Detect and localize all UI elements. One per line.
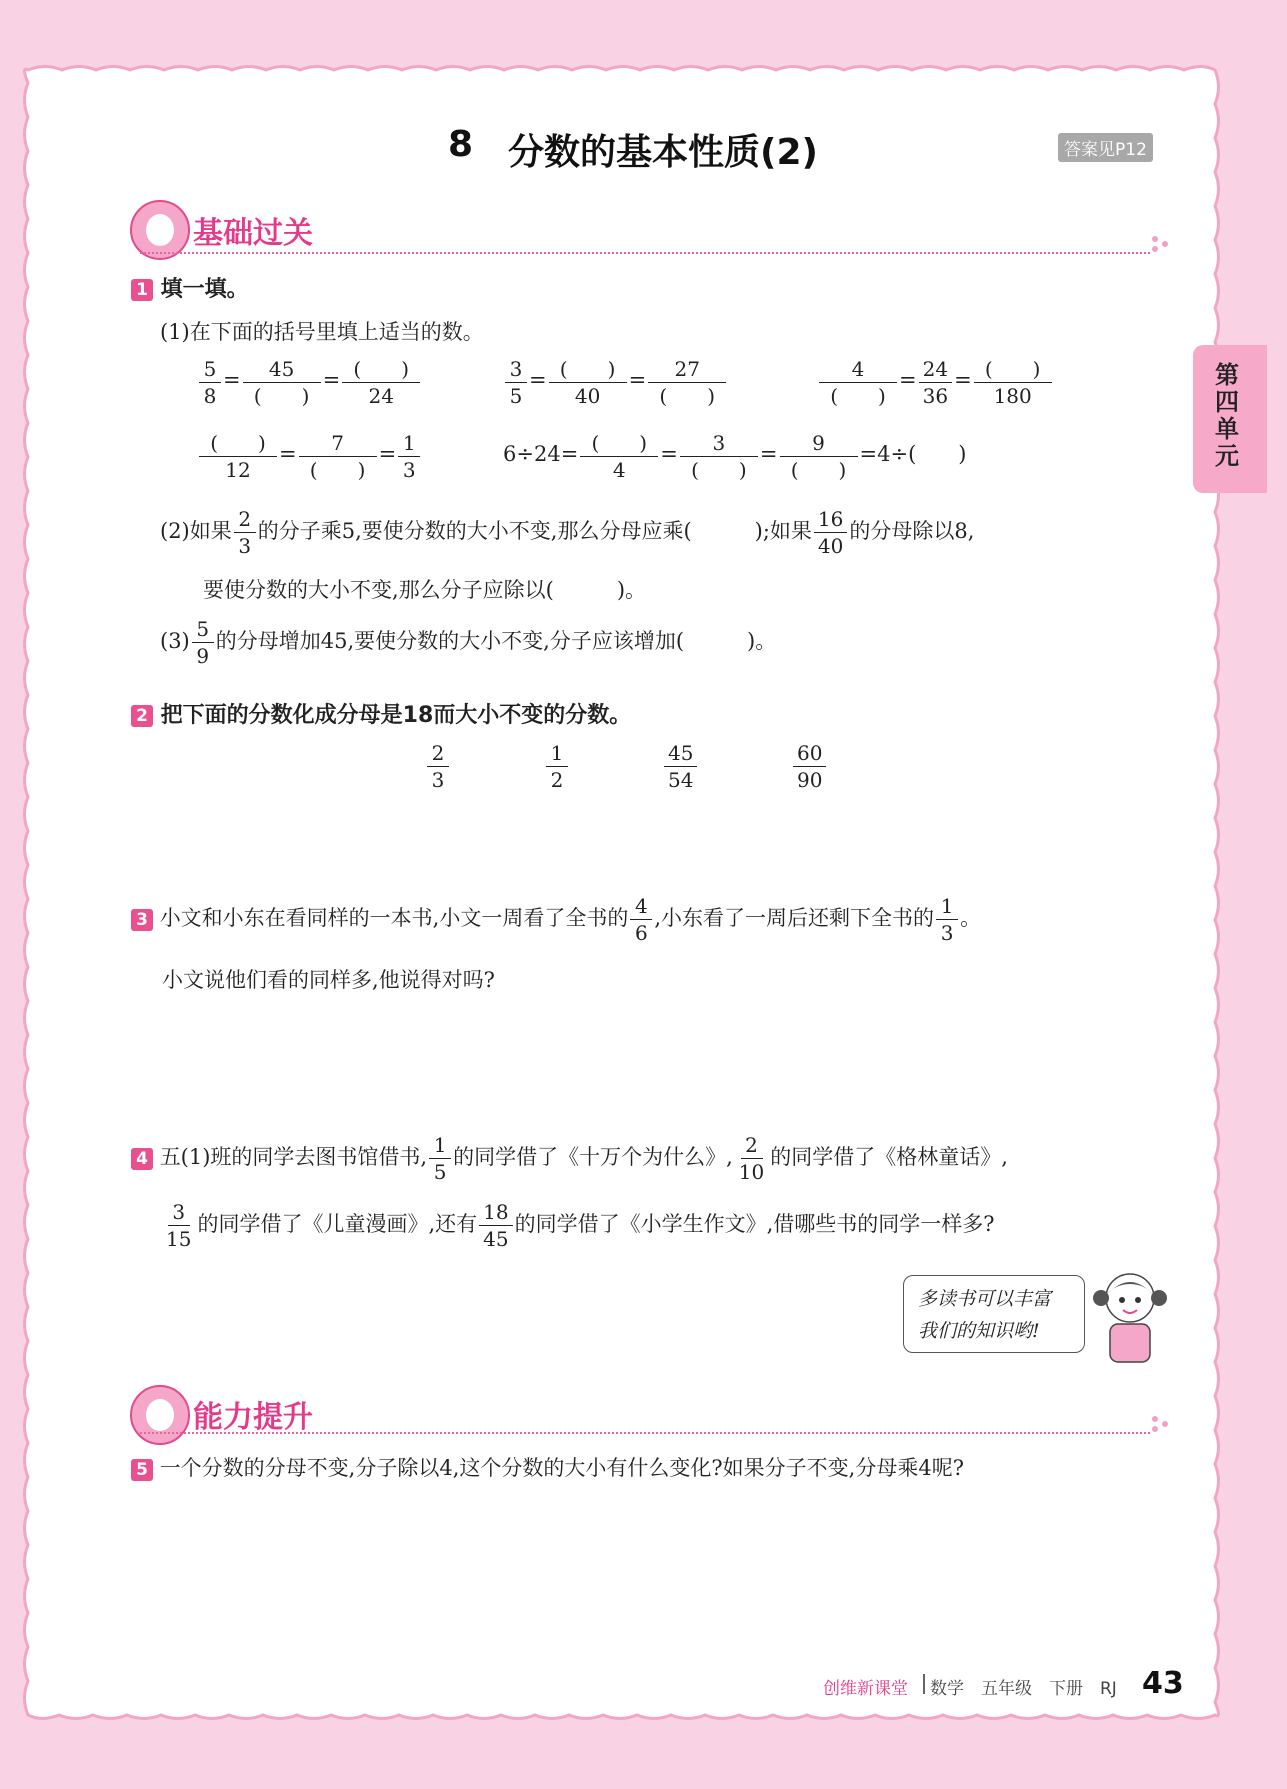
question-number: 5: [131, 1459, 153, 1481]
decor-dot: [1152, 246, 1158, 252]
question-number: 1: [131, 279, 153, 301]
girl-mascot-icon: [130, 200, 190, 260]
q2-fraction-3: $\frac{45}{54}$: [662, 740, 699, 793]
q1-part2-line2: 要使分数的大小不变,那么分子应除以( )。: [203, 578, 647, 602]
page-number: 43: [1142, 1666, 1184, 1701]
question-1-heading: [131, 272, 249, 303]
question-3-line1: 3 小文和小东在看同样的一本书,小文一周看了全书的 $\frac{4}{6}$ ,小东看了一周后还剩下全书的 $\frac{1}{3}$ 。: [131, 893, 981, 946]
decor-dot: [1152, 1416, 1158, 1422]
question-4-line2: $\frac{3}{15}$ 的同学借了《儿童漫画》,还有 $\frac{18}{45}$ 的同学借了《小学生作文》,借哪些书的同学一样多?: [166, 1200, 995, 1251]
q1-equation-5: 6÷24= $\frac{( )}{4}$ = $\frac{3}{( )}$ = $\frac{9}{( )}$ =4÷( ): [503, 431, 967, 482]
q2-fraction-1: $\frac{2}{3}$: [425, 740, 451, 793]
q1-part2-line1: (2)如果 $\frac{2}{3}$ 的分子乘5,要使分数的大小不变,那么分母应乘( );如果 $\frac{16}{40}$ 的分母除以8,: [160, 507, 975, 558]
question-5: 5 一个分数的分母不变,分子除以4,这个分数的大小有什么变化?如果分子不变,分母乘4呢?: [131, 1452, 964, 1482]
section-title-basic: 基础过关: [193, 216, 313, 251]
page-title: 分数的基本性质(2): [508, 132, 818, 173]
section-divider: [140, 1432, 1150, 1434]
q1-equation-3: $\frac{4}{( )}$ = $\frac{24}{36}$ = $\frac{( )}{180}$: [817, 356, 1054, 409]
q2-fraction-2: $\frac{1}{2}$: [544, 740, 570, 793]
decor-dot: [1152, 236, 1158, 242]
question-1-instruction: 填一填。: [160, 277, 249, 302]
footer-meta: 数学 五年级 下册 RJ: [930, 1679, 1117, 1699]
q1-part3: (3) $\frac{5}{9}$ 的分母增加45,要使分数的大小不变,分子应该增加( )。: [160, 617, 777, 668]
decor-dot: [1162, 1421, 1168, 1427]
q1-equation-2: $\frac{3}{5}$ = $\frac{( )}{40}$ = $\frac{27}{( )}$: [503, 356, 728, 409]
speech-bubble-line2: 我们的知识哟!: [918, 1320, 1040, 1342]
decor-dot: [1152, 1426, 1158, 1432]
q1-part1-prompt: (1)在下面的括号里填上适当的数。: [160, 320, 484, 344]
section-divider: [140, 252, 1150, 254]
speech-bubble-line1: 多读书可以丰富: [918, 1288, 1052, 1310]
lesson-number: 8: [448, 124, 474, 165]
question-number: 2: [131, 705, 153, 727]
reading-girl-icon: [1085, 1268, 1175, 1368]
footer-separator: [923, 1674, 925, 1694]
unit-tab-label: 第四单元: [1215, 361, 1239, 470]
question-2-instruction: 把下面的分数化成分母是18而大小不变的分数。: [160, 703, 632, 728]
question-number: 3: [131, 909, 153, 931]
question-number: 4: [131, 1148, 153, 1170]
section-title-advanced: 能力提升: [193, 1400, 313, 1435]
decor-dot: [1162, 241, 1168, 247]
q1-equation-4: $\frac{( )}{12}$ = $\frac{7}{( )}$ = $\frac{1}{3}$: [197, 430, 422, 483]
question-3-line2: 小文说他们看的同样多,他说得对吗?: [162, 968, 495, 992]
question-4-line1: 4 五(1)班的同学去图书馆借书, $\frac{1}{5}$ 的同学借了《十万个为什么》, $\frac{2}{10}$ 的同学借了《格林童话》,: [131, 1132, 1008, 1185]
q1-equation-1: $\frac{5}{8}$ = $\frac{45}{( )}$ = $\frac{( )}{24}$: [197, 356, 422, 409]
monkey-mascot-icon: [130, 1385, 190, 1445]
question-2-heading: [131, 698, 631, 729]
footer-brand: 创维新课堂: [823, 1679, 908, 1699]
q2-fraction-4: $\frac{60}{90}$: [791, 740, 828, 793]
answer-reference-badge: 答案见P12: [1058, 133, 1153, 162]
